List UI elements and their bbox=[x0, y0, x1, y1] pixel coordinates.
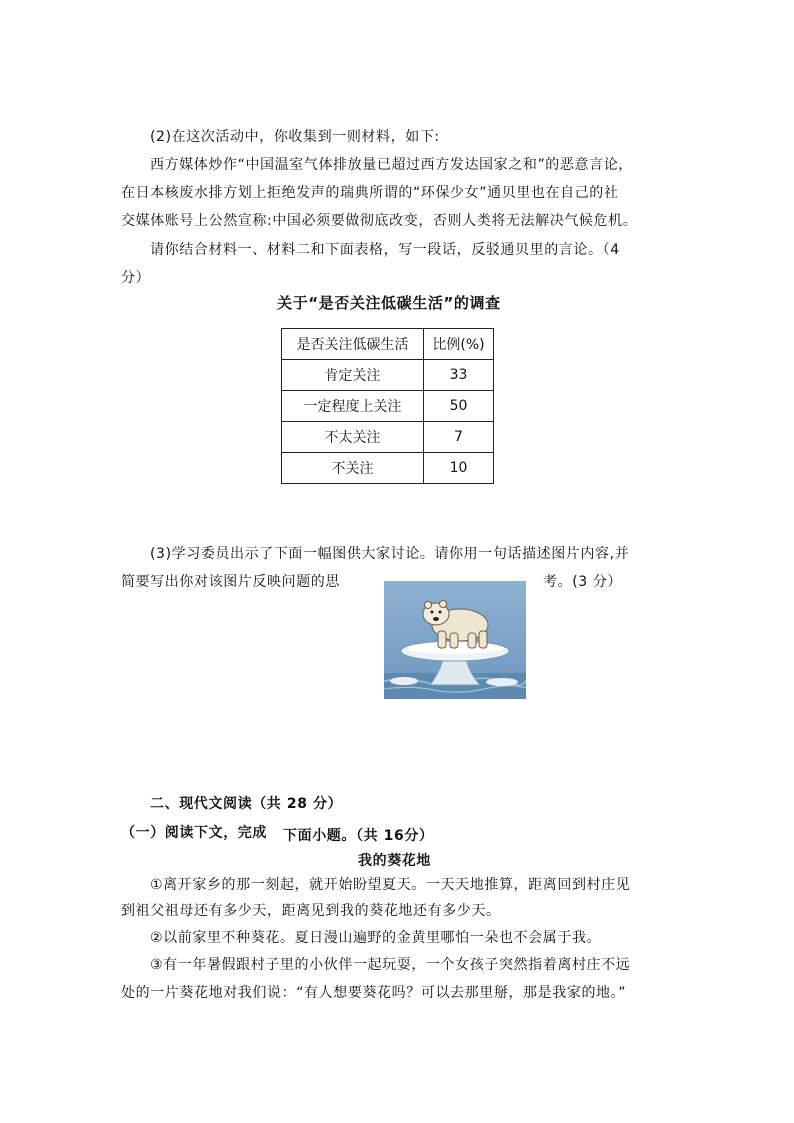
paragraph-1-line-2: 到祖父祖母还有多少天，距离见到我的葵花地还有多少天。 bbox=[121, 903, 501, 919]
table-row bbox=[282, 391, 494, 422]
essay-title: 我的葵花地 bbox=[358, 853, 431, 869]
polar-bear-on-melting-ice-icon bbox=[384, 581, 526, 699]
reading-sub-heading-part-2: 下面小题。（共 16分） bbox=[283, 828, 434, 844]
paragraph-3-line-1: ③有一年暑假跟村子里的小伙伴一起玩耍，一个女孩子突然指着离村庄不远 bbox=[150, 957, 631, 973]
survey-table-title: 关于“是否关注低碳生活”的调查 bbox=[277, 294, 501, 312]
table-cell-value: 10 bbox=[424, 453, 494, 484]
q2-material-line-3: 交媒体账号上公然宣称:中国必须要做彻底改变，否则人类将无法解决气候危机。 bbox=[121, 213, 638, 229]
paragraph-3-line-2: 处的一片葵花地对我们说：“有人想要葵花吗？可以去那里掰，那是我家的地。” bbox=[121, 985, 627, 1001]
table-cell-label: 不太关注 bbox=[282, 422, 424, 453]
table-cell-value: 50 bbox=[424, 391, 494, 422]
q3-line-2-part-2: 考。(3 分） bbox=[543, 574, 623, 590]
q2-prompt-line-2: 分） bbox=[121, 270, 151, 286]
table-cell-label: 一定程度上关注 bbox=[282, 391, 424, 422]
table-header-cell: 比例(%) bbox=[424, 329, 494, 360]
q2-material-line-1: 西方媒体炒作“中国温室气体排放量已超过西方发达国家之和”的恶意言论， bbox=[150, 157, 633, 173]
table-cell-label: 肯定关注 bbox=[282, 360, 424, 391]
table-row bbox=[282, 360, 494, 391]
table-cell-value: 33 bbox=[424, 360, 494, 391]
q3-line-1: (3)学习委员出示了下面一幅图供大家讨论。请你用一句话描述图片内容,并 bbox=[150, 546, 630, 562]
survey-table bbox=[281, 328, 494, 484]
q2-prompt-line-1: 请你结合材料一、材料二和下面表格，写一段话，反驳通贝里的言论。（4 bbox=[150, 242, 620, 258]
reading-section-heading: 二、现代文阅读（共 28 分） bbox=[150, 796, 343, 812]
table-cell-label: 不关注 bbox=[282, 453, 424, 484]
q2-intro: (2)在这次活动中，你收集到一则材料，如下: bbox=[150, 129, 440, 145]
table-cell-value: 7 bbox=[424, 422, 494, 453]
table-row bbox=[282, 453, 494, 484]
paragraph-2: ②以前家里不种葵花。夏日漫山遍野的金黄里哪怕一朵也不会属于我。 bbox=[150, 930, 602, 946]
q3-line-2-part-1: 简要写出你对该图片反映问题的思 bbox=[121, 574, 340, 590]
table-header-row bbox=[282, 329, 494, 360]
table-header-cell: 是否关注低碳生活 bbox=[282, 329, 424, 360]
q2-material-line-2: 在日本核废水排方划上拒绝发声的瑞典所谓的“环保少女”通贝里也在自己的社 bbox=[121, 185, 619, 201]
reading-sub-heading-part-1: （一）阅读下文，完成 bbox=[121, 825, 267, 841]
paragraph-1-line-1: ①离开家乡的那一刻起，就开始盼望夏天。一天天地推算，距离回到村庄见 bbox=[150, 877, 631, 893]
table-row bbox=[282, 422, 494, 453]
